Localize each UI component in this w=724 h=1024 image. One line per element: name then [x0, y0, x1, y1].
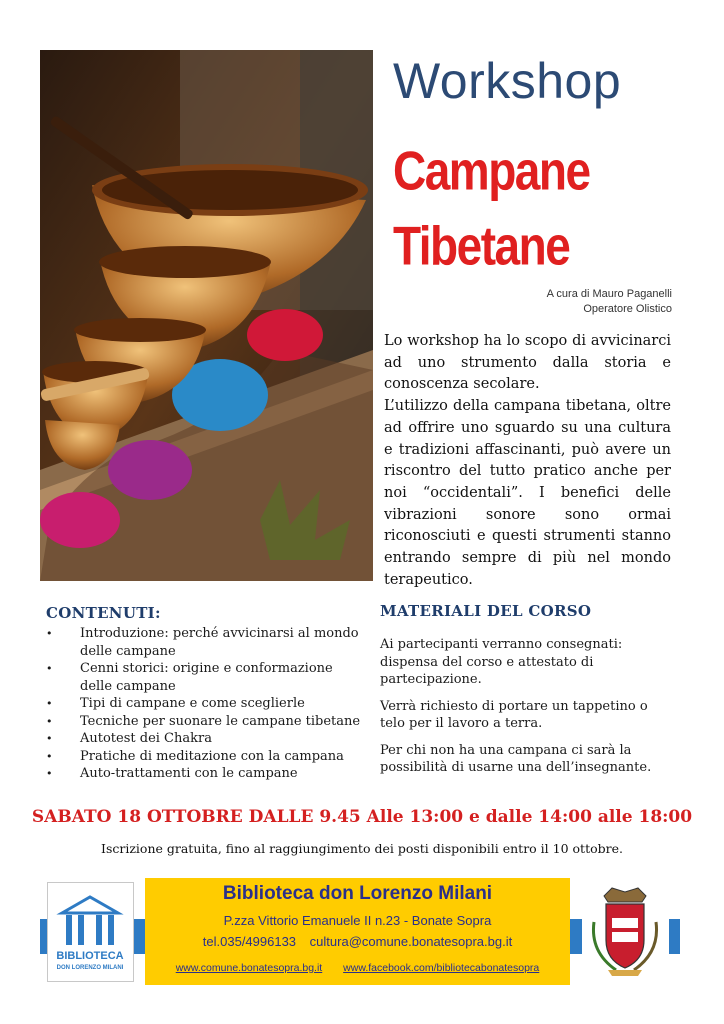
- library-name: Biblioteca don Lorenzo Milani: [222, 883, 493, 904]
- website-link[interactable]: www.comune.bonatesopra.bg.it: [175, 962, 323, 974]
- library-links: [145, 962, 570, 974]
- title-line-campane: Campane: [393, 140, 590, 202]
- materiali-paragraph: Per chi non ha una campana ci sarà la possibilità di usarne una dell’insegnante.: [380, 742, 652, 775]
- contenuti-heading: CONTENUTI:: [46, 604, 161, 622]
- intro-paragraph: Lo workshop ha lo scopo di avvicinarci ad uno strumento dalla storia e conoscenza secolare.: [384, 333, 671, 393]
- materiali-text: [380, 636, 676, 786]
- library-logo-text: BIBLIOTECA: [56, 950, 124, 962]
- facebook-link[interactable]: www.facebook.com/bibliotecabonatesopra: [343, 962, 540, 974]
- author-role: Operatore Olistico: [583, 303, 672, 315]
- contenuti-list: [46, 625, 364, 783]
- author-name: A cura di Mauro Paganelli: [546, 288, 672, 300]
- list-item: • Auto-trattamenti con le campane: [46, 765, 364, 783]
- materiali-paragraph: Ai partecipanti verranno consegnati: dispensa del corso e attestato di partecipazione.: [380, 637, 623, 687]
- library-logo-icon: [47, 882, 134, 982]
- library-info-box: [145, 878, 570, 985]
- list-item: • Tecniche per suonare le campane tibetane: [46, 713, 364, 731]
- library-email-link[interactable]: cultura@comune.bonatesopra.bg.it: [309, 934, 513, 949]
- library-address: P.zza Vittorio Emanuele II n.23 - Bonate Sopra: [223, 913, 492, 928]
- event-date-line: SABATO 18 OTTOBRE DALLE 9.45 Alle 13:00 e dalle 14:00 alle 18:00: [31, 807, 693, 827]
- registration-note: Iscrizione gratuita, fino al raggiungimento dei posti disponibili entro il 10 ottobre.: [101, 841, 623, 856]
- title-line-tibetane: Tibetane: [393, 215, 570, 277]
- materiali-paragraph: Verrà richiesto di portare un tappetino o telo per il lavoro a terra.: [380, 698, 648, 731]
- list-item: • Tipi di campane e come sceglierle: [46, 695, 364, 713]
- singing-bowls-photo: [40, 50, 373, 581]
- list-item: • Cenni storici: origine e conformazione delle campane: [46, 660, 364, 695]
- library-phone: tel.035/4996133: [202, 934, 297, 949]
- list-item: • Autotest dei Chakra: [46, 730, 364, 748]
- intro-paragraph: L’utilizzo della campana tibetana, oltre ad offrire uno sguardo su una cultura e tradizioni affascinanti, può avere un riscontro del tutto pratico anche per noi “occidentali”. I benefici delle vibrazioni sonore sono ormai riconosciuti e questi strumenti stanno entrando sempre di più nel mondo terapeutico.: [384, 398, 671, 588]
- list-item: • Pratiche di meditazione con la campana: [46, 748, 364, 766]
- list-item: • Introduzione: perché avvicinarsi al mondo delle campane: [46, 625, 364, 660]
- library-contacts: [145, 934, 570, 949]
- town-crest-icon: [582, 882, 669, 982]
- library-logo-subtext: DON LORENZO MILANI: [56, 965, 124, 971]
- materiali-heading: MATERIALI DEL CORSO: [380, 602, 592, 620]
- workshop-label: Workshop: [393, 53, 622, 109]
- intro-text: [384, 331, 671, 591]
